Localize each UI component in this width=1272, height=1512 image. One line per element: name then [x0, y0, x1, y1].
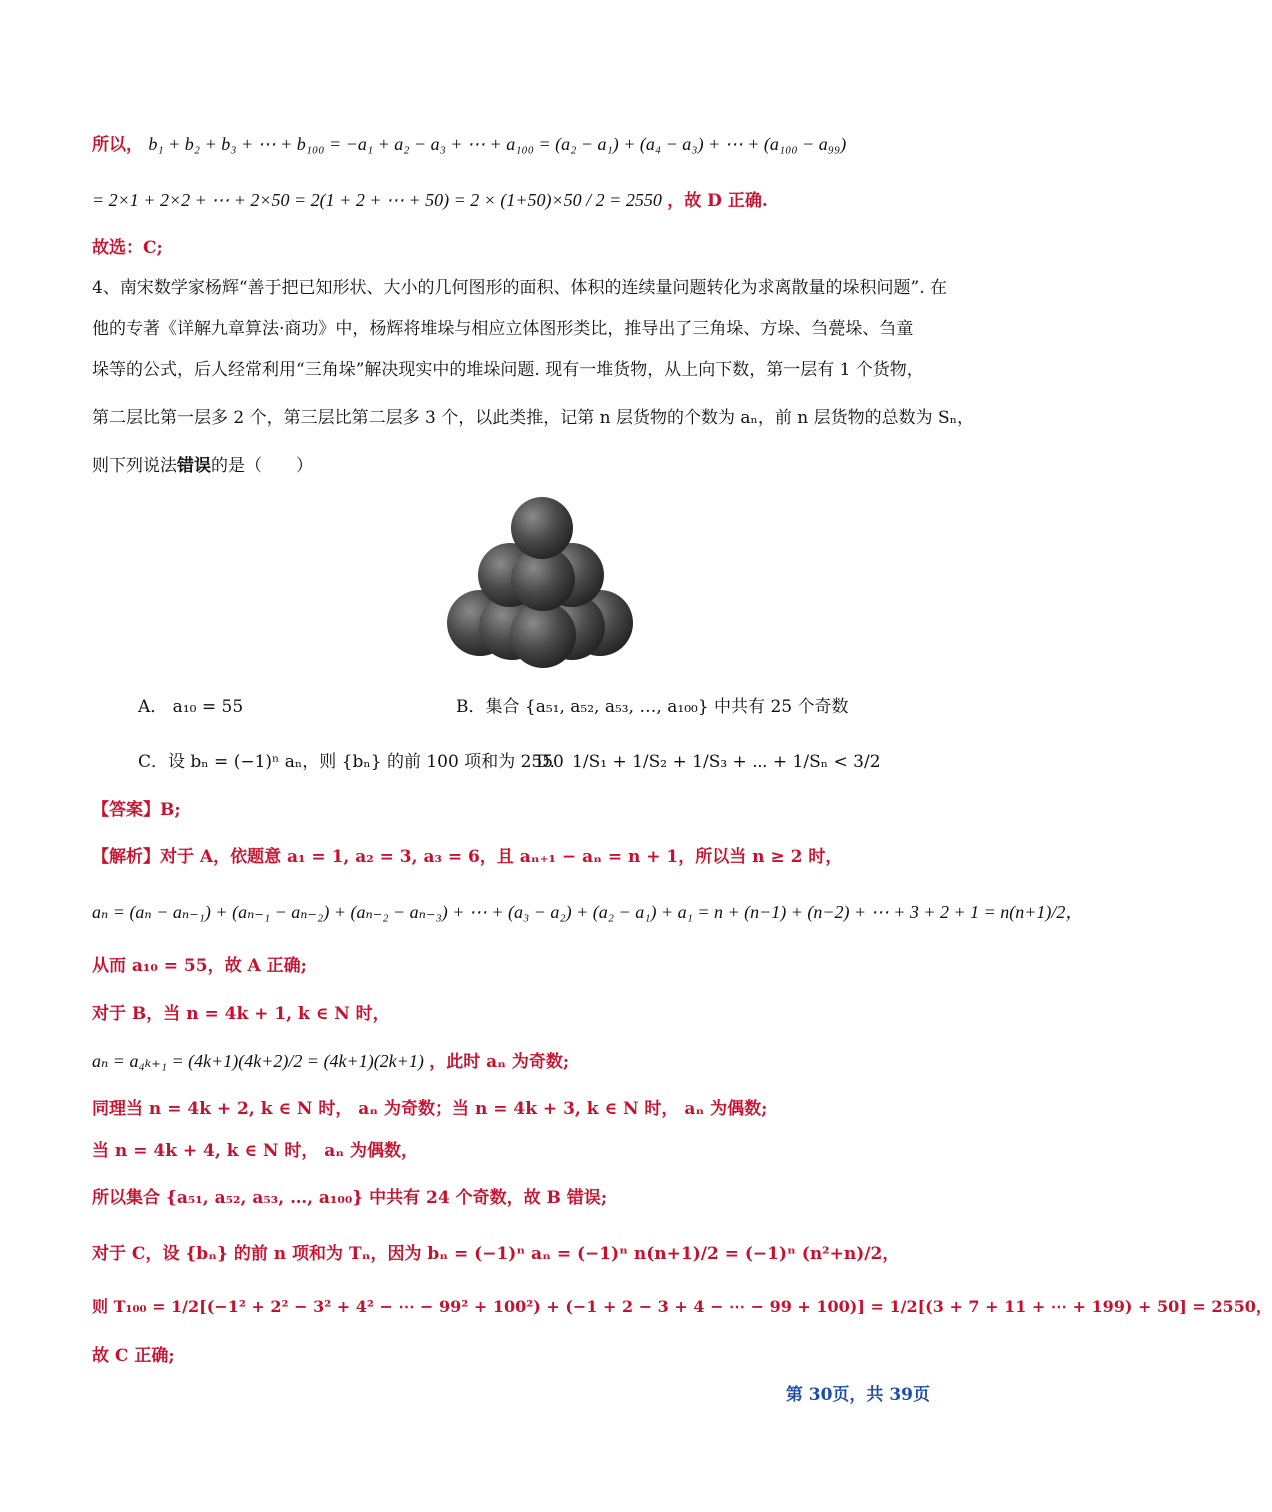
option-a: A． a₁₀ = 55: [138, 697, 244, 717]
page-number: 第 30页，共 39页: [785, 1385, 930, 1405]
problem-line-5: [92, 452, 1000, 480]
line-sum-result: [92, 186, 1000, 215]
analysis-a-derivation: aₙ = (aₙ − aₙ₋₁) + (aₙ₋₁ − aₙ₋₂) + (aₙ₋₂ − aₙ₋₃) + ⋯ + (a₃ − a₂) + (a₂ − a₁) + a₁ = n + (n−1) + (n−2) + ⋯ + 3 + 2 + 1 = n(n+1)/2，: [92, 902, 1084, 922]
math-b-formula: aₙ = a₄ₖ₊₁ = (4k+1)(4k+2)/2 = (4k+1)(2k+1): [92, 1051, 424, 1071]
analysis-b-intro: 对于 B，当 n = 4k + 1, k ∈ N 时，: [92, 1004, 390, 1024]
analysis-b-similar: 同理当 n = 4k + 2, k ∈ N 时， aₙ 为奇数；当 n = 4k + 3, k ∈ N 时， aₙ 为偶数;: [92, 1099, 768, 1119]
option-b: B．集合 {a₅₁, a₅₂, a₅₃, …, a₁₀₀} 中共有 25 个奇数: [456, 697, 849, 717]
analysis-a-conclusion: 从而 a₁₀ = 55，故 A 正确;: [92, 956, 307, 976]
sphere: [510, 602, 576, 668]
problem-line-1: 4、南宋数学家杨辉“善于把已知形状、大小的几何图形的面积、体积的连续量问题转化为求离散量的垛积问题”. 在: [92, 278, 948, 298]
problem-q-end: 的是（ ）: [211, 456, 313, 476]
answer-line: 【答案】B;: [92, 800, 181, 820]
problem-line-3: 垛等的公式，后人经常利用“三角垛”解决现实中的堆垛问题. 现有一堆货物，从上向下数，第一层有 1 个货物，: [92, 360, 924, 380]
analysis-b-conclusion: 所以集合 {a₅₁, a₅₂, a₅₃, …, a₁₀₀} 中共有 24 个奇数，故 B 错误;: [92, 1188, 608, 1208]
conclusion-d: ，故 D 正确.: [667, 191, 768, 211]
option-d: D． 1/S₁ + 1/S₂ + 1/S₃ + ⋯ + 1/Sₙ < 3/2: [536, 752, 881, 772]
analysis-c-sum: 则 T₁₀₀ = 1/2[(−1² + 2² − 3² + 4² − ⋯ − 99² + 100²) + (−1 + 2 − 3 + 4 − ⋯ − 99 + 100)] = 1/2[(3 + 7 + 11 + ⋯ + 199) + 50] = 2550，: [92, 1297, 1272, 1316]
math-sum-b: b₁ + b₂ + b₃ + ⋯ + b₁₀₀ = −a₁ + a₂ − a₃ + ⋯ + a₁₀₀ = (a₂ − a₁) + (a₄ − a₃) + ⋯ + (a₁₀₀ − a₉₉): [148, 134, 847, 154]
analysis-c-intro: 对于 C，设 {bₙ} 的前 n 项和为 Tₙ，因为 bₙ = (−1)ⁿ aₙ = (−1)ⁿ n(n+1)/2 = (−1)ⁿ (n²+n)/2，: [92, 1244, 900, 1264]
problem-q-start: 则下列说法: [92, 456, 177, 476]
line-sum-b: [92, 130, 1000, 159]
option-c: C．设 bₙ = (−1)ⁿ aₙ，则 {bₙ} 的前 100 项和为 2550: [138, 752, 564, 772]
problem-line-4: 第二层比第一层多 2 个，第三层比第二层多 3 个，以此类推，记第 n 层货物的个数为 aₙ，前 n 层货物的总数为 Sₙ，: [92, 408, 975, 428]
problem-line-2: 他的专著《详解九章算法·商功》中，杨辉将堆垛与相应立体图形类比，推导出了三角垛、方垛、刍甍垛、刍童: [92, 319, 914, 339]
analysis-c-conclusion: 故 C 正确;: [92, 1346, 175, 1366]
problem-q-emph: 错误: [177, 456, 211, 476]
analysis-b-odd: ，此时 aₙ 为奇数;: [429, 1052, 570, 1072]
stacked-spheres-figure: [440, 495, 640, 670]
choice-conclusion: 故选：C;: [92, 238, 163, 258]
analysis-a-intro: 【解析】对于 A，依题意 a₁ = 1, a₂ = 3, a₃ = 6，且 aₙ₊₁ − aₙ = n + 1，所以当 n ≥ 2 时，: [92, 847, 843, 867]
math-sum-result: = 2×1 + 2×2 + ⋯ + 2×50 = 2(1 + 2 + ⋯ + 50) = 2 × (1+50)×50 / 2 = 2550: [92, 190, 662, 210]
analysis-b-formula: [92, 1047, 1000, 1076]
sphere: [511, 497, 573, 559]
analysis-b-even: 当 n = 4k + 4, k ∈ N 时， aₙ 为偶数，: [92, 1141, 419, 1161]
label-suoyi: 所以，: [92, 135, 143, 155]
